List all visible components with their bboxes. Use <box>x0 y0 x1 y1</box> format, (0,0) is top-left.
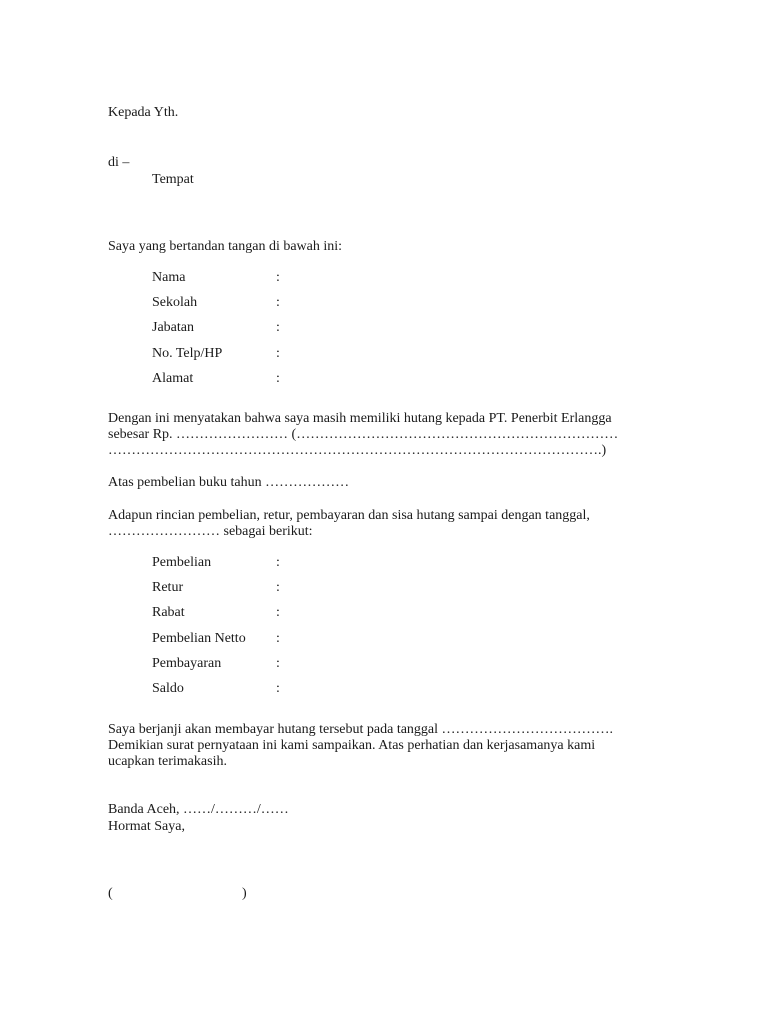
closing-paragraph <box>108 722 668 770</box>
details-intro-line: Adapun rincian pembelian, retur, pembayaran dan sisa hutang sampai dengan tanggal, <box>108 508 590 523</box>
statement-paragraph <box>108 411 668 459</box>
field-label: Pembayaran <box>152 656 222 671</box>
field-colon: : <box>276 605 280 620</box>
field-label: Sekolah <box>152 295 198 310</box>
field-colon: : <box>276 681 280 696</box>
field-label: Saldo <box>152 681 184 696</box>
closing-line: ucapkan terimakasih. <box>108 754 227 769</box>
statement-line: Dengan ini menyatakan bahwa saya masih memiliki hutang kepada PT. Penerbit Erlangga <box>108 411 612 426</box>
field-colon: : <box>276 580 280 595</box>
field-row-jabatan <box>152 320 280 336</box>
field-label: Jabatan <box>152 320 194 335</box>
field-label: Retur <box>152 580 184 595</box>
field-row-retur <box>152 580 280 596</box>
field-row-telp <box>152 346 280 362</box>
date-line: Banda Aceh, ……/………/…… <box>108 802 289 817</box>
statement-line: …………………………………………………………………………………………….) <box>108 443 607 458</box>
field-label: Rabat <box>152 605 185 620</box>
closing-line: Demikian surat pernyataan ini kami sampaikan. Atas perhatian dan kerjasamanya kami <box>108 738 596 753</box>
field-row-saldo <box>152 681 280 697</box>
closing-line: Saya berjanji akan membayar hutang tersebut pada tanggal ………………………………. <box>108 722 614 737</box>
field-row-nama <box>152 270 280 286</box>
field-label: Pembelian Netto <box>152 631 246 646</box>
field-label: Alamat <box>152 371 194 386</box>
details-intro-line: …………………… sebagai berikut: <box>108 524 313 539</box>
field-row-rabat <box>152 605 280 621</box>
field-colon: : <box>276 295 280 310</box>
statement-line: sebesar Rp. …………………… (…………………………………………………………… <box>108 427 619 442</box>
field-row-alamat <box>152 371 280 387</box>
regards-line: Hormat Saya, <box>108 819 185 834</box>
field-row-sekolah <box>152 295 280 311</box>
field-colon: : <box>276 631 280 646</box>
field-label: Pembelian <box>152 555 212 570</box>
signature-close-paren: ) <box>242 886 247 901</box>
intro-text: Saya yang bertandan tangan di bawah ini: <box>108 239 343 254</box>
signature-open-paren: ( <box>108 886 113 901</box>
details-intro-paragraph <box>108 508 668 540</box>
field-colon: : <box>276 555 280 570</box>
field-colon: : <box>276 371 280 386</box>
field-colon: : <box>276 270 280 285</box>
field-row-pembelian-netto <box>152 631 280 647</box>
field-colon: : <box>276 656 280 671</box>
field-row-pembayaran <box>152 656 280 672</box>
field-colon: : <box>276 346 280 361</box>
recipient-line: Kepada Yth. <box>108 105 179 120</box>
field-label: No. Telp/HP <box>152 346 223 361</box>
place-line: Tempat <box>152 172 194 187</box>
field-label: Nama <box>152 270 186 285</box>
purchase-year-line: Atas pembelian buku tahun ……………… <box>108 475 350 490</box>
field-row-pembelian <box>152 555 280 571</box>
field-colon: : <box>276 320 280 335</box>
location-line: di – <box>108 155 130 170</box>
